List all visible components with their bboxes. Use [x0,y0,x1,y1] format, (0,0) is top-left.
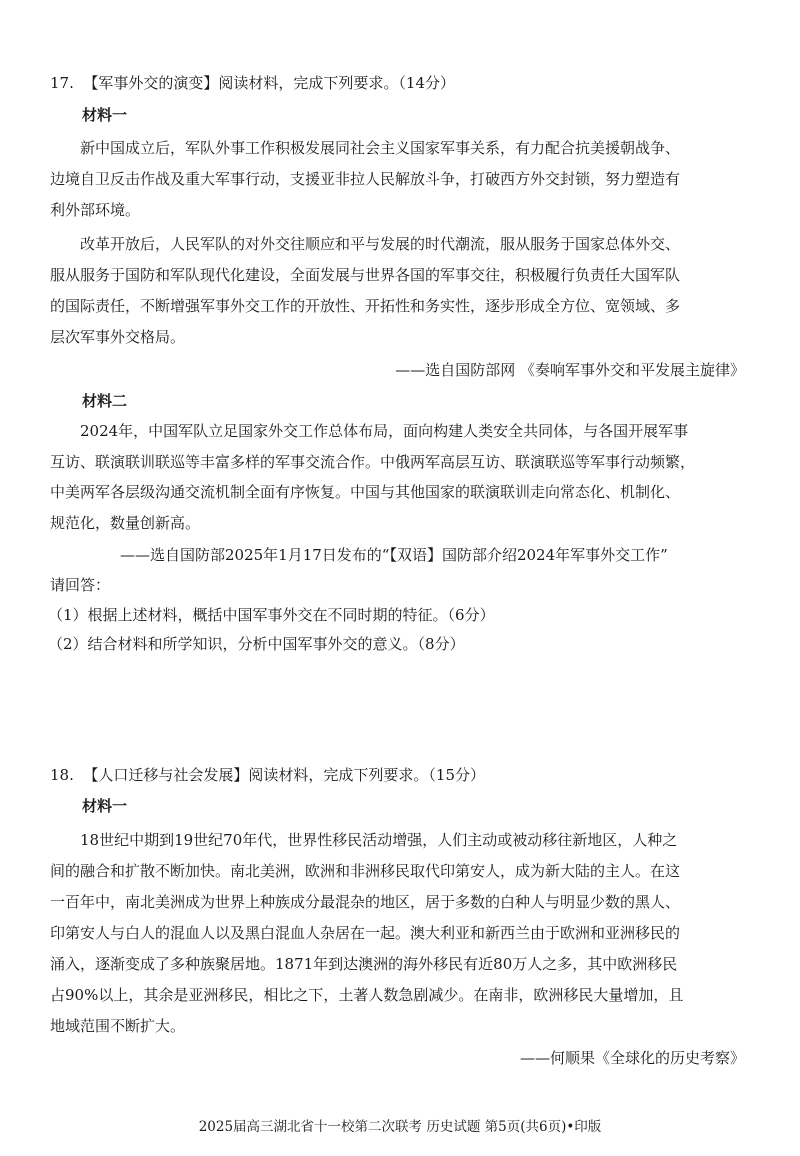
q18-material1-source: ——何顺果《全球化的历史考察》 [519,1049,745,1067]
q18-m1-p1-line: 印第安人与白人的混血人以及黑白混血人杂居在一起。澳大利亚和新西兰由于欧洲和亚洲移民的 [50,924,681,942]
q17-material2-source: ——选自国防部2025年1月17日发布的“【双语】国防部介绍2024年军事外交工作” [120,546,668,564]
q18-m1-p1-line: 一百年中，南北美洲成为世界上种族成分最混杂的地区，居于多数的白种人与明显少数的黑人、 [50,893,681,911]
q17-m1-p2-line: 层次军事外交格局。 [50,328,186,346]
q17-subquestion-2: （2）结合材料和所学知识，分析中国军事外交的意义。（8分） [48,635,465,653]
q17-m1-p1-line: 利外部环境。 [50,201,141,219]
q17-number: 17. [50,74,74,92]
page-footer: 2025届高三湖北省十一校第二次联考 历史试题 第5页(共6页)•印版 [198,1119,602,1135]
q17-m1-p2-line: 的国际责任，不断增强军事外交工作的开放性、开拓性和务实性，逐步形成全方位、宽领域、多 [50,297,681,315]
q17-m1-p1-line: 边境自卫反击作战及重大军事行动，支援亚非拉人民解放斗争，打破西方外交封锁，努力塑造有 [50,170,681,188]
q18-m1-p1-line: 地域范围不断扩大。 [50,1017,186,1035]
q18-material1-label: 材料一 [82,797,128,815]
q17-m1-p2-line: 服从服务于国防和军队现代化建设，全面发展与世界各国的军事交往，积极履行负责任大国军队 [50,266,681,284]
q18-m1-p1-line: 占90%以上，其余是亚洲移民，相比之下，土著人数急剧减少。在南非，欧洲移民大量增加，且 [50,986,684,1004]
q17-m1-p2-line: 改革开放后，人民军队的对外交往顺应和平与发展的时代潮流，服从服务于国家总体外交、 [80,235,681,253]
q17-subquestion-1: （1）根据上述材料，概括中国军事外交在不同时期的特征。（6分） [48,606,495,624]
q17-material1-source: ——选自国防部网 《奏响军事外交和平发展主旋律》 [395,361,745,379]
q17-m2-p1-line: 互访、联演联训联巡等丰富多样的军事交流合作。中俄两军高层互访、联演联巡等军事行动频繁， [50,453,696,471]
q18-m1-p1-line: 18世纪中期到19世纪70年代，世界性移民活动增强，人们主动或被动移往新地区，人种之 [80,831,678,849]
q17-m2-p1-line: 中美两军各层级沟通交流机制全面有序恢复。中国与其他国家的联演联训走向常态化、机制化、 [50,483,681,501]
q17-m1-p1-line: 新中国成立后，军队外事工作积极发展同社会主义国家军事关系，有力配合抗美援朝战争、 [80,139,681,157]
q18-title: 【人口迁移与社会发展】阅读材料，完成下列要求。（15分） [83,766,485,784]
q18-m1-p1-line: 涌入，逐渐变成了多种族聚居地。1871年到达澳洲的海外移民有近80万人之多，其中欧洲移民 [50,955,678,973]
q18-number: 18. [50,766,74,784]
q18-header [50,765,485,785]
q17-material2-label: 材料二 [82,392,128,410]
q17-header [50,73,455,93]
q17-material1-label: 材料一 [82,106,128,124]
q17-m2-p1-line: 2024年，中国军队立足国家外交工作总体布局，面向构建人类安全共同体，与各国开展军事 [80,422,689,440]
q17-m2-p1-line: 规范化，数量创新高。 [50,514,201,532]
q18-m1-p1-line: 间的融合和扩散不断加快。南北美洲，欧洲和非洲移民取代印第安人，成为新大陆的主人。在这 [50,862,681,880]
q17-title: 【军事外交的演变】阅读材料，完成下列要求。（14分） [83,74,455,92]
q17-ask: 请回答： [50,576,111,594]
